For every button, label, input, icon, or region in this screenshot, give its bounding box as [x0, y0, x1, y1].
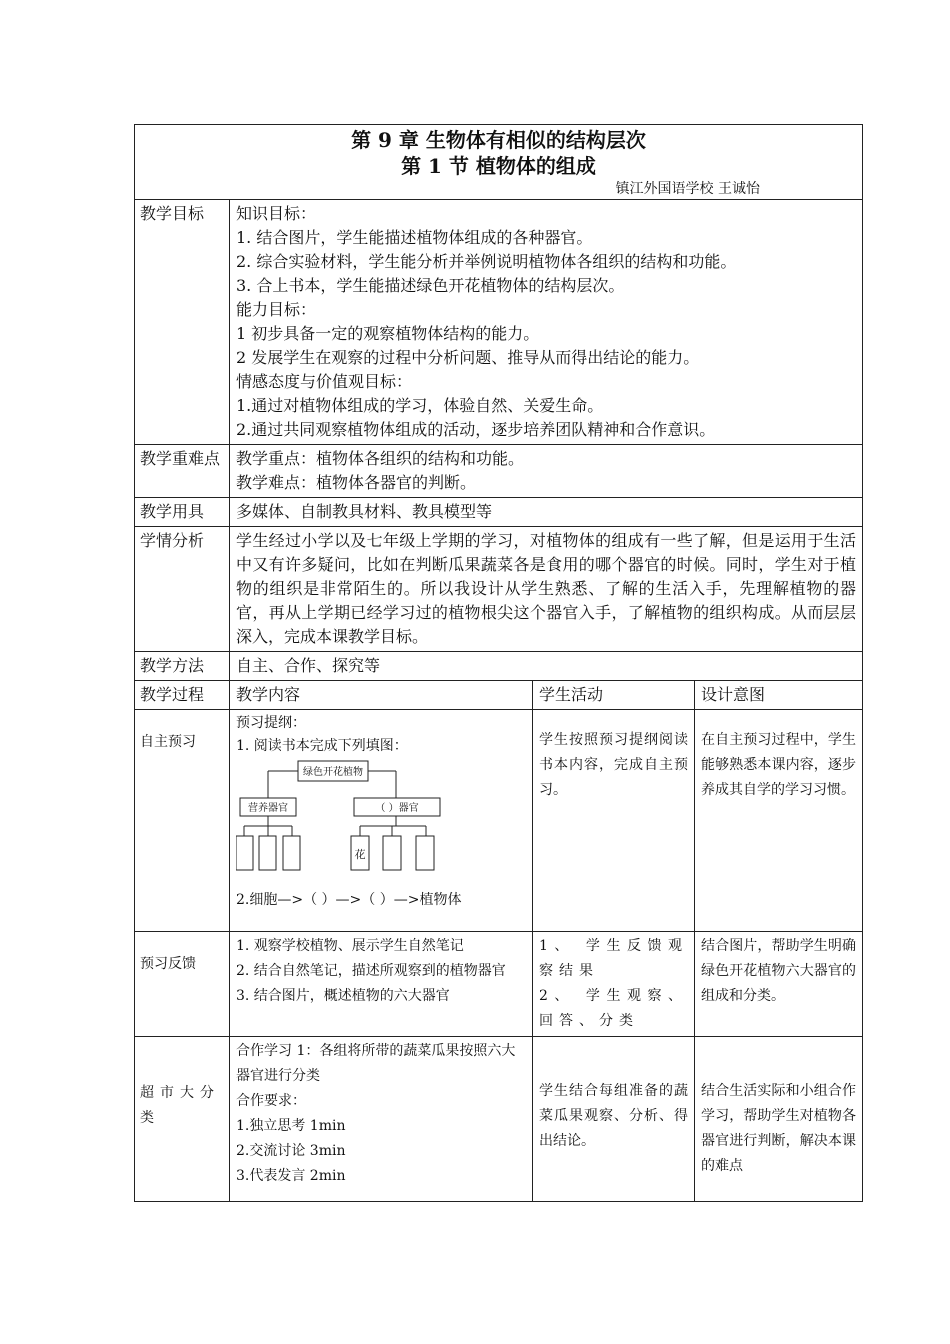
column-header-content: 教学内容 [230, 681, 533, 710]
goal-line: 1. 结合图片，学生能描述植物体组成的各种器官。 [236, 228, 593, 247]
activity-line: 1、 学生反馈观察结果 [539, 938, 688, 979]
goal-line: 1 初步具备一定的观察植物体结构的能力。 [236, 324, 540, 343]
stage-activity: 学生按照预习提纲阅读书本内容，完成自主预习。 [533, 710, 695, 932]
goal-line: 2.通过共同观察植物体组成的活动，逐步培养团队精神和合作意识。 [236, 420, 716, 439]
author: 镇江外国语学校 王诚怡 [615, 181, 760, 197]
content-line: 合作要求： [236, 1093, 306, 1109]
goal-line: 2 发展学生在观察的过程中分析问题、推导从而得出结论的能力。 [236, 348, 700, 367]
goal-line: 2. 综合实验材料，学生能分析并举例说明植物体各组织的结构和功能。 [236, 252, 737, 271]
keypoints-content [230, 445, 863, 498]
content-line: 3. 结合图片，概述植物的六大器官 [236, 988, 450, 1004]
stage-content [230, 710, 533, 932]
chapter-title: 第 9 章 生物体有相似的结构层次 [351, 128, 646, 152]
goal-line: 能力目标： [236, 300, 317, 319]
tools-content: 多媒体、自制教具材料、教具模型等 [230, 498, 863, 527]
section-title: 第 1 节 植物体的组成 [401, 154, 596, 178]
header-cell [135, 125, 863, 200]
content-line: 1.独立思考 1min [236, 1118, 346, 1134]
diagram-right-label: （ ）器官 [375, 803, 419, 814]
content-line: 3.代表发言 2min [236, 1168, 346, 1184]
content-line: 合作学习 1：各组将所带的蔬菜瓜果按照六大器官进行分类 [236, 1043, 516, 1084]
methods-label: 教学方法 [135, 652, 230, 681]
stage-intent: 在自主预习过程中，学生能够熟悉本课内容，逐步养成其自学的学习习惯。 [695, 710, 863, 932]
content-line: 预习提纲： [236, 715, 306, 731]
stage-content [230, 1037, 533, 1202]
diagram-left-label: 营养器官 [248, 803, 288, 814]
goals-label: 教学目标 [135, 200, 230, 445]
stage-activity [533, 932, 695, 1037]
keypoints-label: 教学重难点 [135, 445, 230, 498]
stage-intent: 结合生活实际和小组合作学习，帮助学生对植物各器官进行判断，解决本课的难点 [695, 1037, 863, 1202]
goals-content [230, 200, 863, 445]
methods-content: 自主、合作、探究等 [230, 652, 863, 681]
content-line: 2. 结合自然笔记，描述所观察到的植物器官 [236, 963, 506, 979]
stage-activity: 学生结合每组准备的蔬菜瓜果观察、分析、得出结论。 [533, 1037, 695, 1202]
keypoint-line: 教学重点：植物体各组织的结构和功能。 [236, 449, 525, 468]
tools-label: 教学用具 [135, 498, 230, 527]
content-line: 1. 阅读书本完成下列填图： [236, 738, 408, 754]
content-line: 2.细胞—>（ ）—>（ ）—>植物体 [236, 892, 462, 908]
keypoint-line: 教学难点：植物体各器官的判断。 [236, 473, 477, 492]
process-label: 教学过程 [135, 681, 230, 710]
goal-line: 1.通过对植物体组成的学习，体验自然、关爱生命。 [236, 396, 604, 415]
goal-line: 情感态度与价值观目标： [236, 372, 413, 391]
column-header-activity: 学生活动 [533, 681, 695, 710]
stage-label: 自主预习 [135, 710, 230, 932]
analysis-content: 学生经过小学以及七年级上学期的学习，对植物体的组成有一些了解，但是运用于生活中又有许多疑问，比如在判断瓜果蔬菜各是食用的哪个器官的时候。同时，学生对于植物的组织是非常陌生的。所以我设计从学生熟悉、了解的生活入手，先理解植物的器官，再从上学期已经学习过的植物根尖这个器官入手，了解植物的组织构成。从而层层深入，完成本课教学目标。 [230, 527, 863, 652]
diagram-root-label: 绿色开花植物 [303, 767, 363, 778]
stage-label: 超市大分类 [135, 1037, 230, 1202]
goal-line: 知识目标： [236, 204, 317, 223]
stage-label: 预习反馈 [135, 932, 230, 1037]
goal-line: 3. 合上书本，学生能描述绿色开花植物体的结构层次。 [236, 276, 625, 295]
lesson-plan [134, 124, 862, 1202]
lesson-plan-table [134, 124, 863, 1202]
stage-content [230, 932, 533, 1037]
column-header-intent: 设计意图 [695, 681, 863, 710]
diagram-flower-label: 花 [354, 848, 366, 861]
stage-intent: 结合图片，帮助学生明确绿色开花植物六大器官的组成和分类。 [695, 932, 863, 1037]
analysis-label: 学情分析 [135, 527, 230, 652]
content-line: 2.交流讨论 3min [236, 1143, 346, 1159]
plant-structure-diagram [236, 760, 506, 885]
content-line: 1. 观察学校植物、展示学生自然笔记 [236, 938, 464, 954]
activity-line: 2、 学生观察、回答、分类 [539, 988, 688, 1029]
